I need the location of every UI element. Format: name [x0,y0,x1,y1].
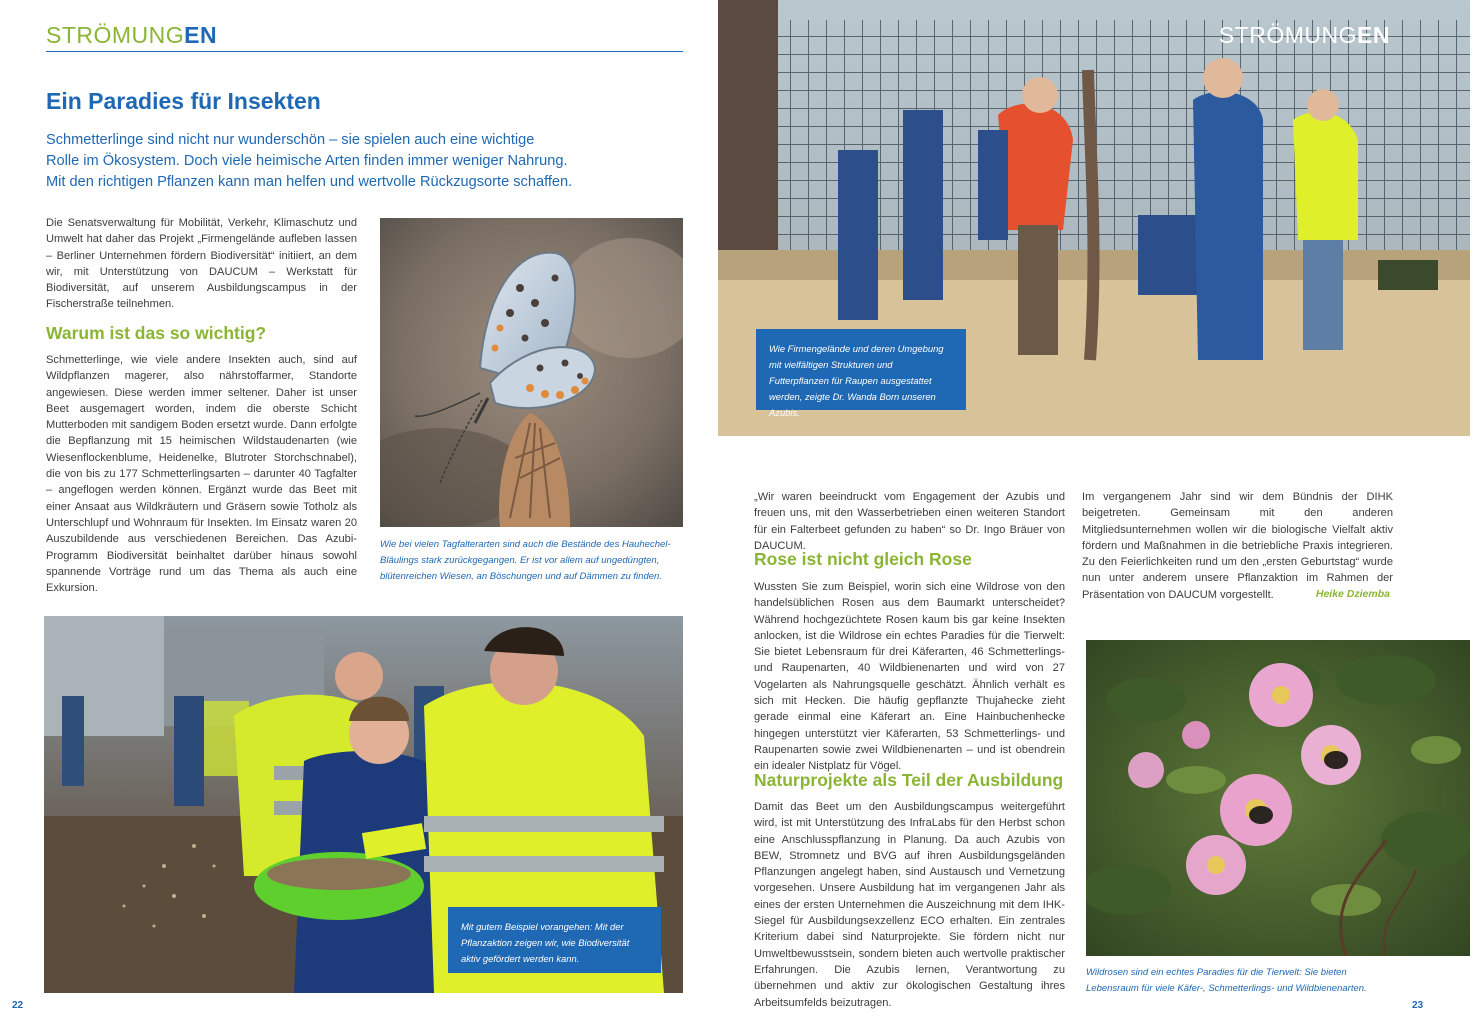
workers-caption-box [448,907,661,973]
right-header [1219,22,1390,49]
wildrose-caption: Wildrosen sind ein echtes Paradies für die Tierwelt: Sie bieten Lebensraum für viele Käfer-, Schmetterlings- und Wildbienenarten. [1086,967,1367,994]
body-naturprojekte: Damit das Beet um den Ausbildungscampus weitergeführt wird, ist mit Unterstützung des InfraLabs für den Herbst schon eine Anschlusspflanzung in Planung. Da auch Azubis von BEW, Stromnetz und BVG auf ihren Ausbildungsgeländen Pflanzungen angelegt haben, sind Austausch und Vernetzung vorgesehen. Unsere Ausbildung hat im vergangenen Jahr als eines der ersten Unternehmen die Auszeichnung mit dem IHK-Siegel für Ausbildungsexzellenz ECO erhalten. Ein zentrales Kriterium dabei sind Naturprojekte. Sie fördern nicht nur Umweltbewusstsein, sondern bieten auch wertvolle praktischer Erfahrungen. Die Azubis lernen, Verantwortung zu übernehmen und aktiv zur ökologischen Gestaltung ihres Arbeitsumfelds beizutragen. [754,801,1065,1009]
intro-paragraph: Die Senatsverwaltung für Mobilität, Verkehr, Klimaschutz und Umwelt hat daher das Projekt „Firmengelände aufleben lassen – Berliner Unternehmen fördern Biodiversität“ initiiert, an dem wir, mit Unterstützung von DAUCUM – Werkstatt für Biodiversität, auf unserem Ausbildungscampus in der Fischerstraße teilnehmen. [46,217,357,311]
garden-caption: Wie Firmengelände und deren Umgebung mit vielfältigen Strukturen und Futterpflanzen für Raupen ausgestattet werden, zeigte Dr. Wanda Born unseren Azubis. [769,343,944,418]
author-name: Heike Dziemba [1315,588,1390,600]
header-part2: EN [184,22,218,48]
header-part1: STRÖMUNG [1218,22,1358,48]
page-number-left: 22 [12,1000,24,1011]
lead-line: Mit den richtigen Pflanzen kann man helfen und wertvolle Rückzugsorte schaffen. [46,174,573,190]
lead-paragraph [46,130,606,193]
lead-line: Rolle im Ökosystem. Doch viele heimische Arten finden immer weniger Nahrung. [46,153,568,169]
wildrose-photo [1086,640,1470,956]
header-rule [46,51,683,52]
quote-paragraph: „Wir waren beeindruckt vom Engagement der Azubis und freuen uns, mit den Wasserbetrieben einen weiteren Standort für ein Falterbeet gefunden zu haben“ so Dr. Ingo Bräuer von DAUCUM. [754,491,1065,552]
header-part2: EN [1357,22,1390,48]
body-warum: Schmetterlinge, wie viele andere Insekten auch, sind auf Wildpflanzen magerer, also nährstoffarmer, Standorte angewiesen. Diese werden immer seltener. Daher ist unser Beet ausgemagert worden, indem die oberste Schicht Mutterboden mit sandigem Boden ersetzt wurde. Dann erfolgte die Bepflanzung mit 15 heimischen Wildstaudenarten (wie Wiesenflockenblume, Heidenelke, Blutroter Storchschnabel), die von bis zu 177 Schmetterlingsarten – darunter 40 Tagfalter – angeflogen werden können. Ergänzt wurde das Beet mit einer Ansaat aus Wildkräutern und Gräsern sowie Totholz als Unterschlupf und Wohnraum für Insekten. Im Einsatz waren 20 Auszubildende aus verschiedenen Bereichen. Das Azubi-Programm Biodiversität beinhaltet darüber hinaus sowohl spannende Vorträge rund um das Thema als auch eine Exkursion. [46,354,357,595]
header-part1: STRÖMUNG [46,22,185,48]
article-title: Ein Paradies für Insekten [46,88,321,114]
left-header [46,22,217,49]
subhead-warum: Warum ist das so wichtig? [46,323,267,343]
subhead-rose: Rose ist nicht gleich Rose [754,549,972,569]
page-number-right: 23 [1412,1000,1424,1011]
body-dihk: Im vergangenem Jahr sind wir dem Bündnis der DIHK beigetreten. Gemeinsam mit den anderen Mitgliedsunternehmen wollen wir die biologische Vielfalt aktiv fördern und Maßnahmen in die betriebliche Praxis integrieren. Zu den Feierlichkeiten rund um den „ersten Geburtstag“ wurde nun unter anderem unsere Pflanzaktion im Rahmen der Präsentation von DAUCUM vorgestellt. [1082,491,1393,601]
body-rose: Wussten Sie zum Beispiel, worin sich eine Wildrose von den handelsüblichen Rosen aus dem Baumarkt unterscheidet? Während hochgezüchtete Rosen kaum bis gar keine Insekten anlocken, ist die Wildrose ein echtes Paradies für die Tierwelt: Sie bietet Lebensraum für drei Käferarten, 46 Schmetterlings- und Raupenarten, 40 Wildbienenarten und wird von 27 Vogelarten als Nahrungsquelle geschätzt. Ähnlich verhält es sich mit Hecken. Die häufig gepflanzte Thujahecke zieht gerade einmal eine Käferart an. Eine Hainbuchenhecke hingegen unterstützt vier Käferarten, 53 Schmetterlings- und Raupenarten sowie zwei Wildbienenarten – und ist obendrein ein idealer Nistplatz für Vögel. [754,581,1065,773]
butterfly-caption: Wie bei vielen Tagfalterarten sind auch die Bestände des Hauhechel-Bläulings stark zurückgegangen. Er ist vor allem auf ungedüngten, blütenreichen Wiesen, an Böschungen und auf Dämmen zu finden. [380,539,671,582]
subhead-naturprojekte: Naturprojekte als Teil der Ausbildung [754,770,1064,790]
garden-caption-box [756,329,966,418]
butterfly-photo [380,218,683,527]
workers-caption: Mit gutem Beispiel vorangehen: Mit der Pflanzaktion zeigen wir, wie Biodiversität aktiv gefördert werden kann. [461,921,630,964]
lead-line: Schmetterlinge sind nicht nur wunderschön – sie spielen auch eine wichtige [46,132,535,148]
